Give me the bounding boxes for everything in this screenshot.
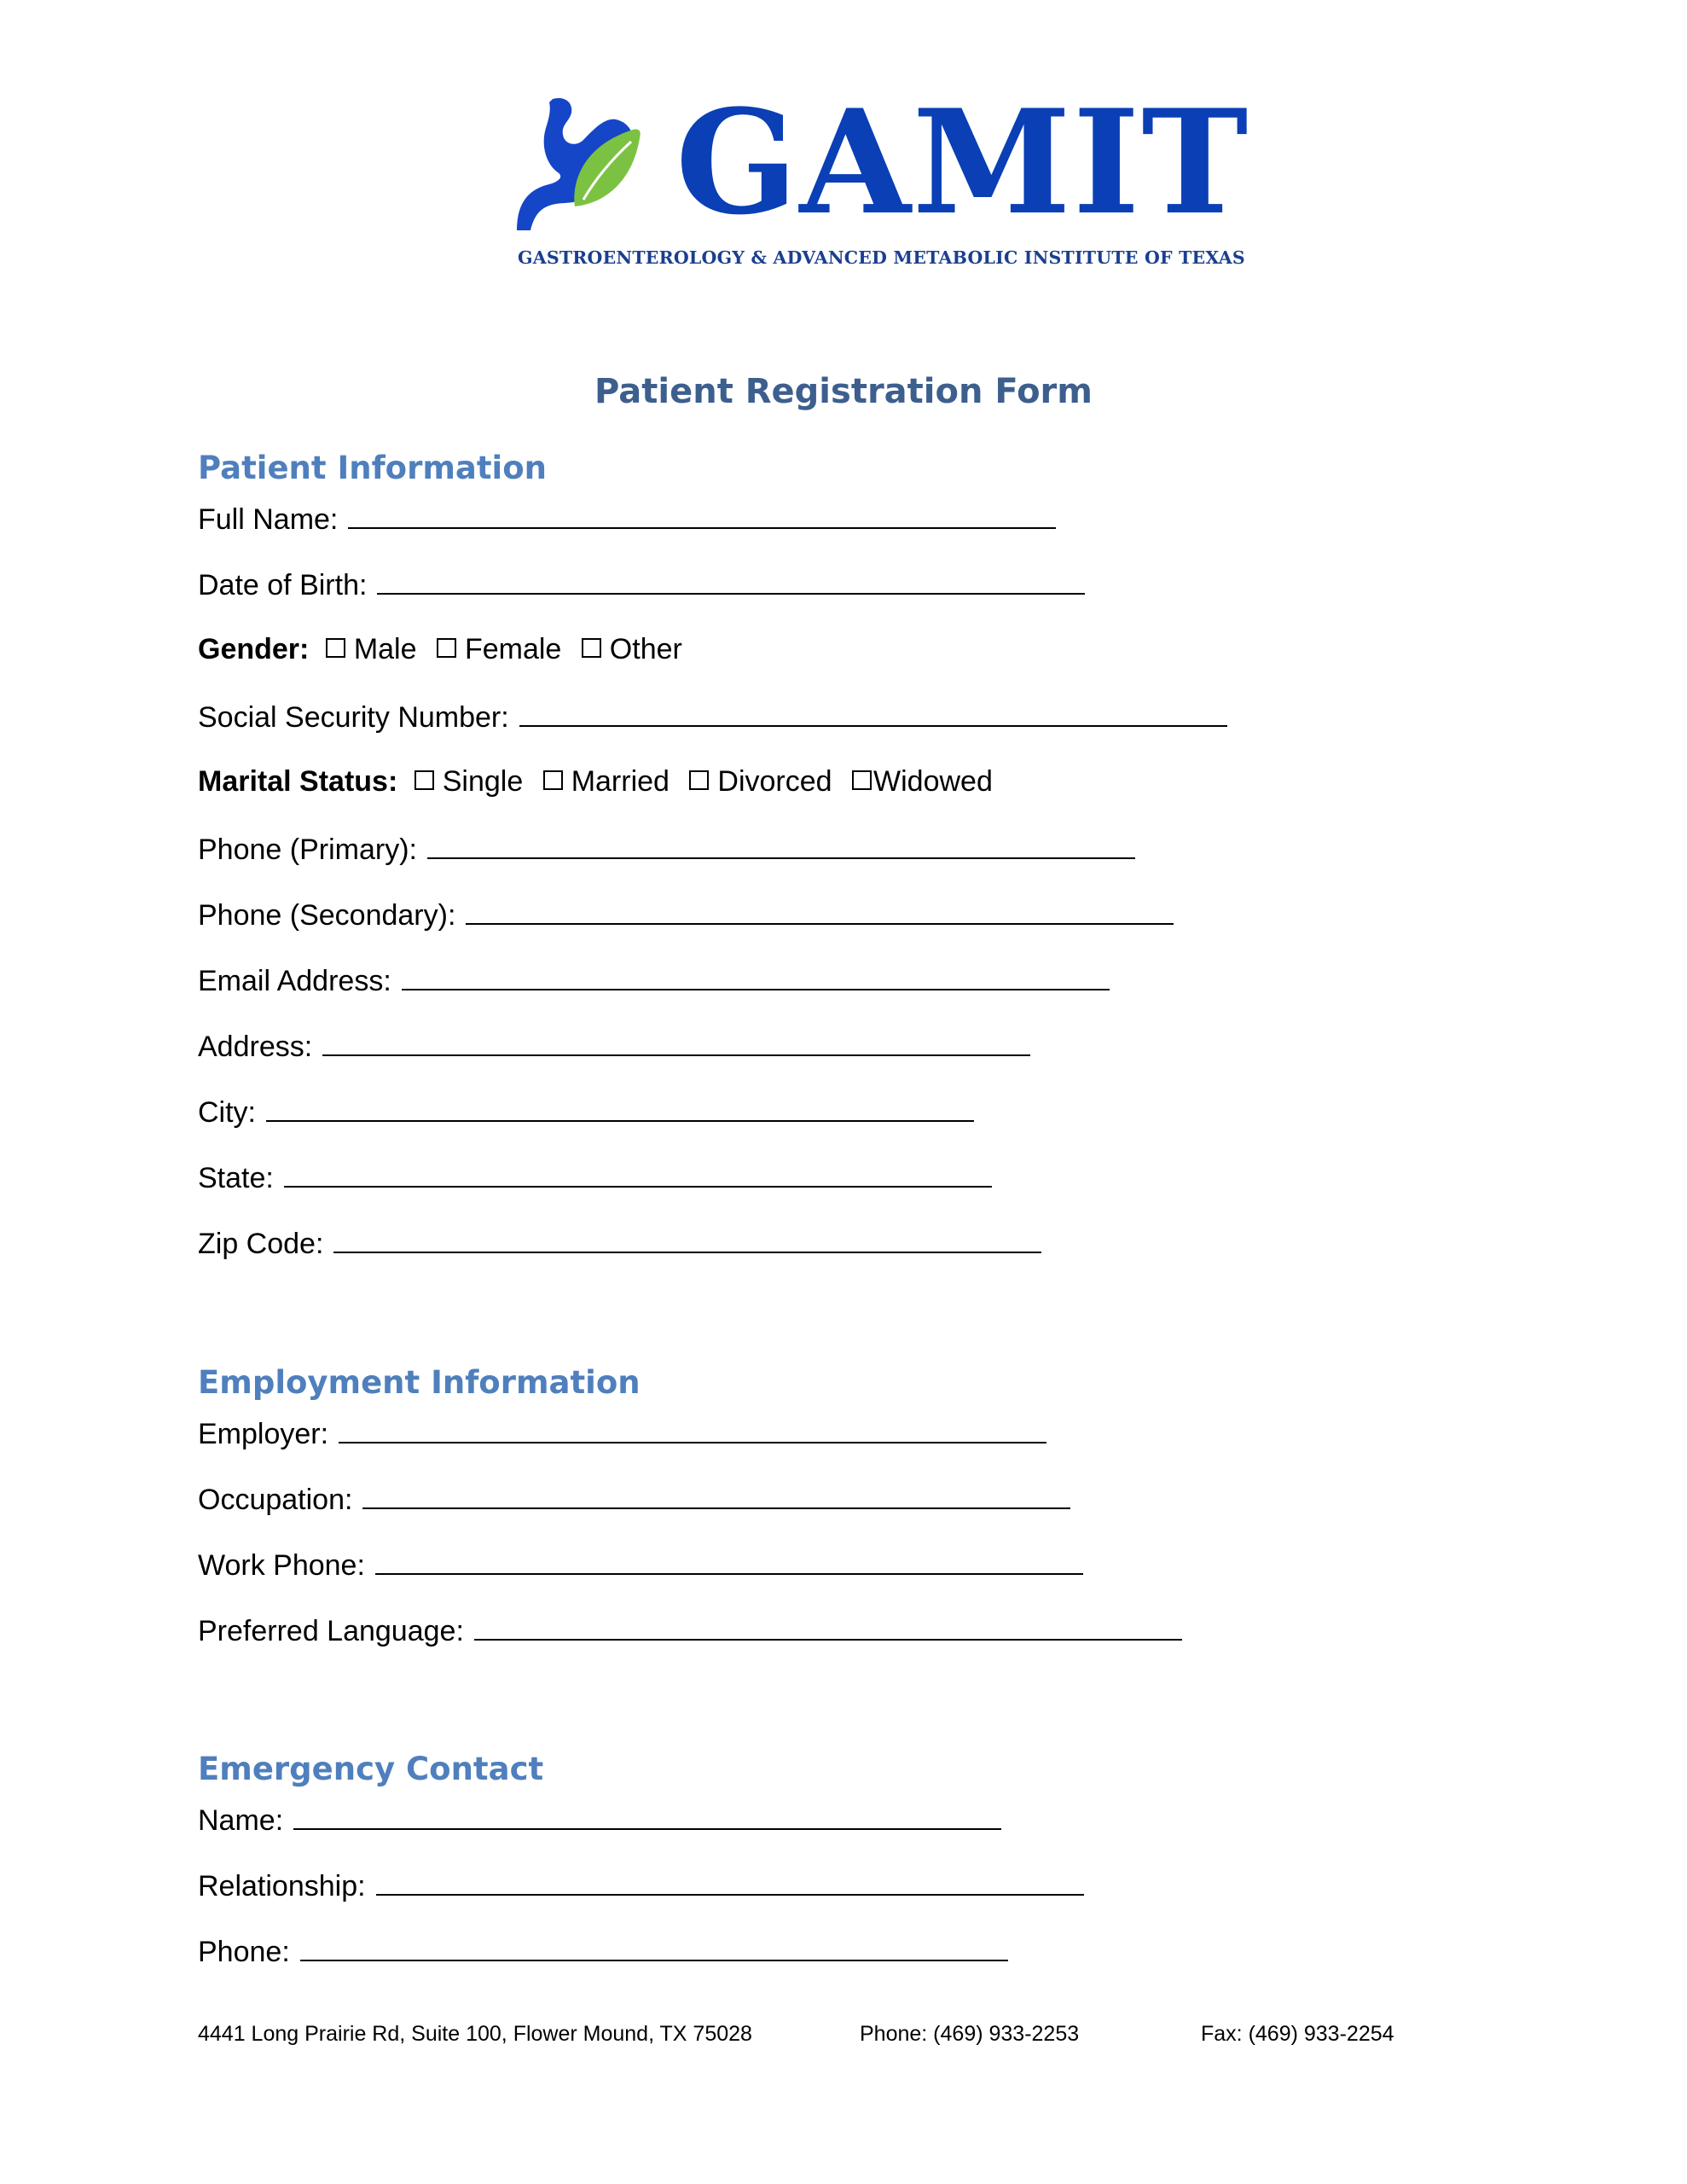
full-name-input[interactable]	[348, 502, 1056, 529]
address-field[interactable]	[198, 1029, 1030, 1066]
zip-input[interactable]	[333, 1226, 1041, 1253]
emergency-name-label: Name:	[198, 1804, 284, 1837]
marital-married-option[interactable]: Married	[543, 765, 670, 798]
ssn-field[interactable]	[198, 700, 1227, 737]
occupation-field[interactable]	[198, 1482, 1070, 1519]
emergency-phone-label: Phone:	[198, 1936, 290, 1968]
phone-primary-field[interactable]	[198, 832, 1135, 869]
checkbox-icon[interactable]	[326, 638, 345, 658]
marital-widowed-option[interactable]: Widowed	[852, 765, 993, 798]
checkbox-icon[interactable]	[415, 770, 434, 790]
emergency-phone-field[interactable]	[198, 1934, 1008, 1972]
employer-input[interactable]	[339, 1416, 1046, 1443]
gender-other-option[interactable]: Other	[582, 633, 682, 665]
city-field[interactable]	[198, 1095, 974, 1132]
gender-male-option[interactable]: Male	[326, 633, 417, 665]
employer-field[interactable]	[198, 1416, 1046, 1454]
work-phone-label: Work Phone:	[198, 1549, 365, 1582]
checkbox-icon[interactable]	[852, 770, 872, 790]
emergency-name-input[interactable]	[293, 1803, 1001, 1830]
stomach-leaf-logo-icon	[512, 94, 648, 230]
email-field[interactable]	[198, 963, 1110, 1001]
full-name-label: Full Name:	[198, 503, 339, 536]
address-label: Address:	[198, 1031, 313, 1063]
marital-divorced-option[interactable]: Divorced	[689, 765, 832, 798]
email-label: Email Address:	[198, 965, 391, 997]
state-input[interactable]	[284, 1160, 992, 1188]
work-phone-input[interactable]	[375, 1548, 1083, 1575]
state-label: State:	[198, 1162, 274, 1194]
dob-label: Date of Birth:	[198, 569, 368, 601]
occupation-label: Occupation:	[198, 1484, 353, 1516]
dob-input[interactable]	[377, 567, 1085, 595]
emergency-relationship-label: Relationship:	[198, 1870, 366, 1902]
checkbox-icon[interactable]	[543, 770, 563, 790]
logo-wordmark: GAMIT	[675, 78, 1250, 247]
phone-secondary-input[interactable]	[466, 897, 1174, 925]
gender-options	[198, 633, 694, 666]
preferred-language-input[interactable]	[474, 1613, 1182, 1641]
occupation-input[interactable]	[362, 1482, 1070, 1509]
phone-secondary-label: Phone (Secondary):	[198, 899, 456, 932]
section-heading-employment: Employment Information	[198, 1364, 641, 1401]
city-input[interactable]	[266, 1095, 974, 1122]
preferred-language-label: Preferred Language:	[198, 1615, 464, 1647]
logo-tagline: GASTROENTEROLOGY & ADVANCED METABOLIC INSTITUTE OF TEXAS	[518, 247, 1245, 268]
marital-label: Marital Status:	[198, 765, 398, 798]
checkbox-icon[interactable]	[437, 638, 456, 658]
emergency-phone-input[interactable]	[300, 1934, 1008, 1961]
checkbox-icon[interactable]	[689, 770, 709, 790]
phone-primary-label: Phone (Primary):	[198, 834, 417, 866]
employer-label: Employer:	[198, 1418, 329, 1450]
work-phone-field[interactable]	[198, 1548, 1083, 1585]
zip-field[interactable]	[198, 1226, 1041, 1263]
footer-fax: Fax: (469) 933-2254	[1201, 2022, 1394, 2046]
footer-phone: Phone: (469) 933-2253	[860, 2022, 1080, 2046]
marital-options	[198, 765, 1005, 799]
emergency-relationship-field[interactable]	[198, 1868, 1084, 1906]
section-heading-emergency: Emergency Contact	[198, 1751, 544, 1787]
city-label: City:	[198, 1096, 256, 1129]
emergency-name-field[interactable]	[198, 1803, 1001, 1840]
checkbox-icon[interactable]	[582, 638, 601, 658]
footer-address: 4441 Long Prairie Rd, Suite 100, Flower Mound, TX 75028	[198, 2022, 752, 2046]
section-heading-patient: Patient Information	[198, 450, 547, 486]
emergency-relationship-input[interactable]	[376, 1868, 1084, 1896]
gender-label: Gender:	[198, 633, 310, 665]
phone-secondary-field[interactable]	[198, 897, 1174, 935]
zip-label: Zip Code:	[198, 1228, 324, 1260]
state-field[interactable]	[198, 1160, 992, 1198]
address-input[interactable]	[322, 1029, 1030, 1056]
phone-primary-input[interactable]	[427, 832, 1135, 859]
ssn-input[interactable]	[519, 700, 1227, 727]
gamit-logo	[512, 78, 1250, 282]
dob-field[interactable]	[198, 567, 1085, 605]
email-input[interactable]	[402, 963, 1110, 990]
preferred-language-field[interactable]	[198, 1613, 1182, 1651]
full-name-field[interactable]	[198, 502, 1056, 539]
ssn-label: Social Security Number:	[198, 701, 509, 734]
marital-single-option[interactable]: Single	[415, 765, 524, 798]
form-title: Patient Registration Form	[594, 372, 1093, 411]
gender-female-option[interactable]: Female	[437, 633, 561, 665]
